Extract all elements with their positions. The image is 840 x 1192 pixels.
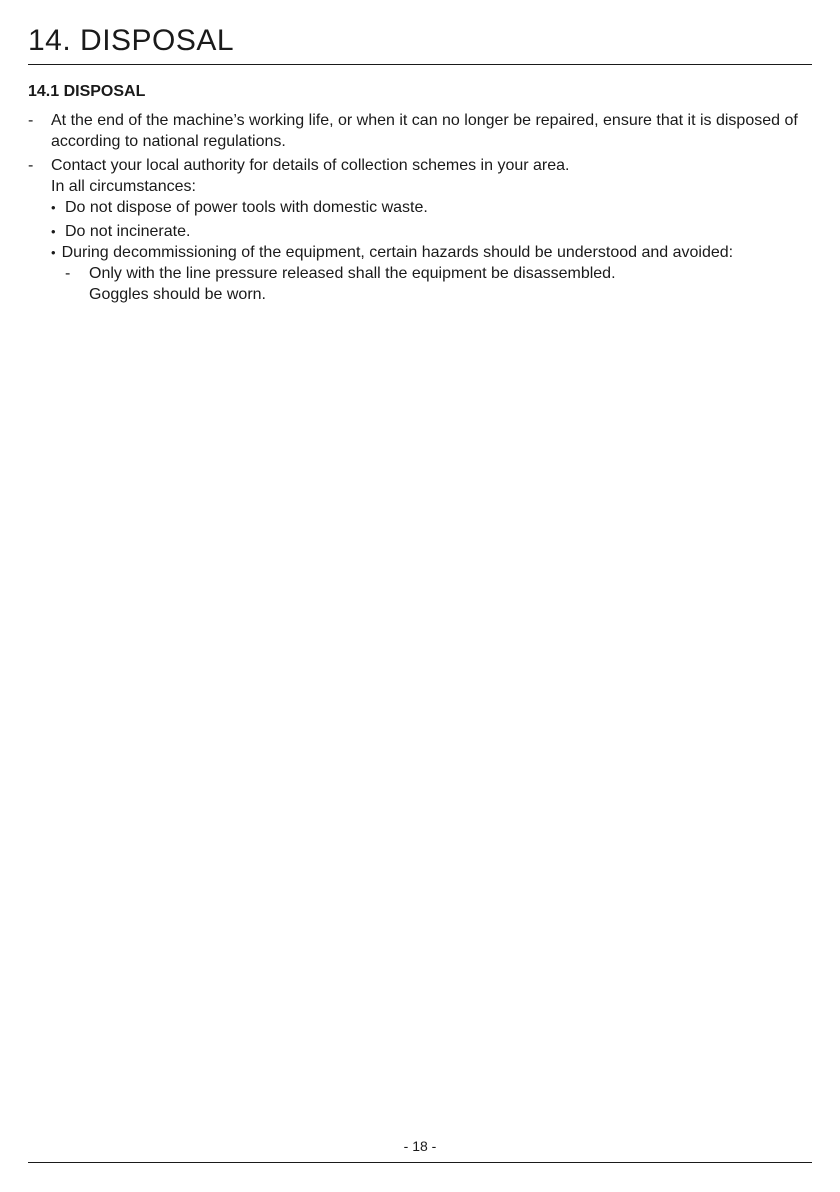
bullet-text: Do not incinerate. bbox=[65, 223, 191, 240]
bullet-marker: • bbox=[51, 245, 56, 260]
list-item-text: At the end of the machine’s working life, or when it can no longer be repaired, ensure that it is disposed of according to national regulations. bbox=[51, 112, 798, 150]
bullet-marker: • bbox=[51, 224, 56, 239]
sub-list-item bbox=[28, 263, 812, 305]
dash-marker: - bbox=[28, 112, 34, 129]
section-heading: 14.1 DISPOSAL bbox=[28, 83, 146, 100]
list-item-text: Contact your local authority for details of collection schemes in your area. bbox=[51, 157, 570, 174]
bullet-text: During decommissioning of the equipment, certain hazards should be understood and avoided: bbox=[61, 244, 734, 261]
bullet-marker: • bbox=[51, 200, 56, 215]
bullet-text: Do not dispose of power tools with domestic waste. bbox=[65, 199, 428, 216]
bullet-item bbox=[28, 221, 812, 242]
dash-marker: - bbox=[65, 265, 71, 282]
sub-list-item-text: Only with the line pressure released shall the equipment be disassembled. bbox=[89, 265, 616, 282]
title-divider bbox=[28, 64, 812, 65]
list-item bbox=[28, 110, 812, 152]
footer-divider bbox=[28, 1162, 812, 1163]
list-item bbox=[28, 155, 812, 176]
intro-text: In all circumstances: bbox=[51, 178, 196, 195]
disposal-content bbox=[28, 110, 812, 305]
page-number: - 18 - bbox=[403, 1138, 437, 1154]
dash-marker: - bbox=[28, 157, 34, 174]
bullet-item bbox=[28, 197, 812, 218]
bullet-item bbox=[28, 242, 812, 263]
page-title: 14. DISPOSAL bbox=[28, 24, 235, 57]
sub-list-item-text: Goggles should be worn. bbox=[89, 286, 266, 303]
